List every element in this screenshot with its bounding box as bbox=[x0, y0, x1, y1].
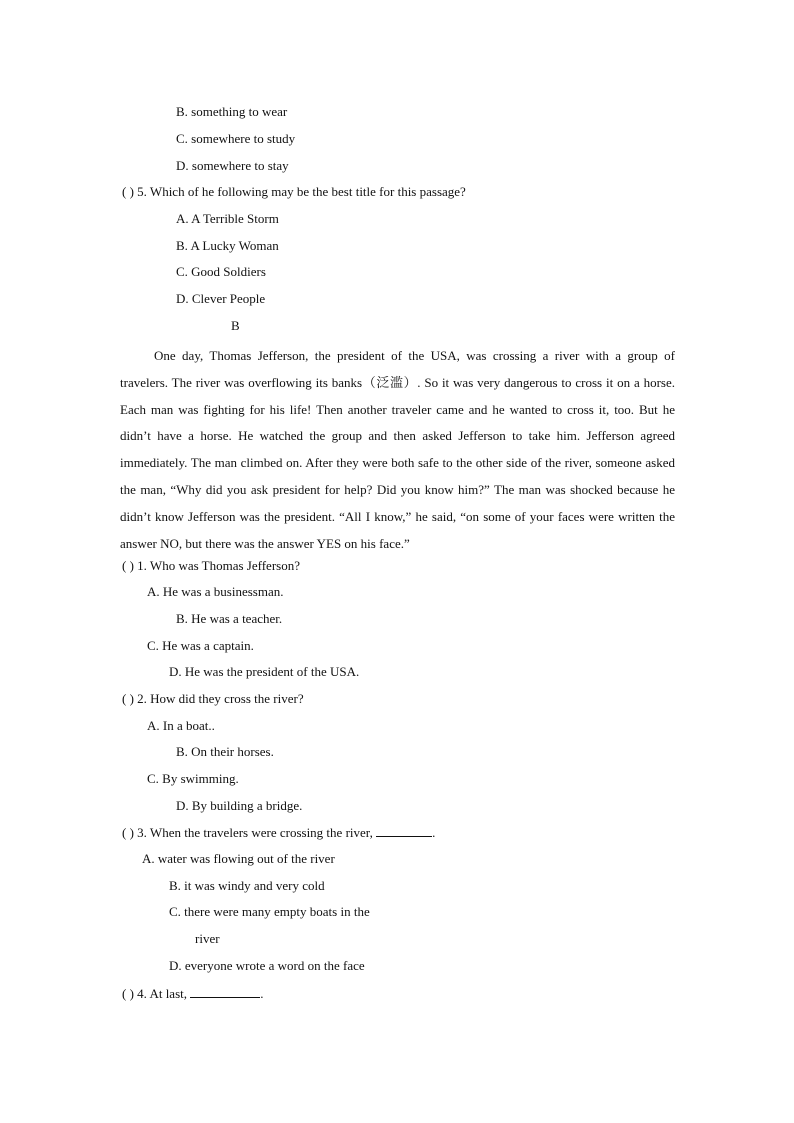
question-4-stem-end: . bbox=[260, 986, 264, 1001]
q5-option-c: C. Good Soldiers bbox=[176, 264, 266, 279]
q3-option-d: D. everyone wrote a word on the face bbox=[169, 958, 365, 973]
q3-option-a: A. water was flowing out of the river bbox=[142, 851, 335, 866]
q5-option-b: B. A Lucky Woman bbox=[176, 238, 279, 253]
question-3-stem-end: . bbox=[432, 825, 436, 840]
q3-option-c-continued: river bbox=[195, 931, 220, 946]
q1-option-d: D. He was the president of the USA. bbox=[169, 664, 360, 679]
option-b: B. something to wear bbox=[176, 104, 288, 119]
q2-option-d: D. By building a bridge. bbox=[176, 798, 303, 813]
question-1-stem: ( ) 1. Who was Thomas Jefferson? bbox=[122, 558, 300, 573]
answer-blank[interactable] bbox=[376, 824, 432, 837]
q3-option-c: C. there were many empty boats in the bbox=[169, 904, 370, 919]
question-4-line bbox=[122, 985, 264, 1002]
option-d: D. somewhere to stay bbox=[176, 158, 289, 173]
question-4-stem: ( ) 4. At last, bbox=[122, 986, 187, 1001]
option-c: C. somewhere to study bbox=[176, 131, 296, 146]
question-5-stem: ( ) 5. Which of he following may be the best title for this passage? bbox=[122, 184, 466, 199]
question-3-line bbox=[122, 824, 435, 841]
answer-blank[interactable] bbox=[190, 985, 260, 998]
section-label: B bbox=[231, 318, 240, 333]
q2-option-c: C. By swimming. bbox=[147, 771, 239, 786]
question-2-stem: ( ) 2. How did they cross the river? bbox=[122, 691, 304, 706]
q1-option-c: C. He was a captain. bbox=[147, 638, 254, 653]
q5-option-d: D. Clever People bbox=[176, 291, 266, 306]
q5-option-a: A. A Terrible Storm bbox=[176, 211, 279, 226]
q1-option-b: B. He was a teacher. bbox=[176, 611, 283, 626]
q1-option-a: A. He was a businessman. bbox=[147, 584, 284, 599]
question-3-stem: ( ) 3. When the travelers were crossing the river, bbox=[122, 825, 373, 840]
q3-option-b: B. it was windy and very cold bbox=[169, 878, 325, 893]
reading-passage: One day, Thomas Jefferson, the president of the USA, was crossing a river with a group of travelers. The river was overflowing its banks（泛滥）. So it was very dangerous to cross it on a horse. Each man was fighting for his life! Then another traveler came and he wanted to cross it, too. But he didn’t have a horse. He watched the group and then asked Jefferson to take him. Jefferson agreed immediately. The man climbed on. After they were both safe to the other side of the river, someone asked the man, “Why did you ask president for help? Did you know him?” The man was shocked because he didn’t know Jefferson was the president. “All I know,” he said, “on some of your faces were written the answer NO, but there was the answer YES on his face.” bbox=[120, 348, 675, 551]
q2-option-b: B. On their horses. bbox=[176, 744, 274, 759]
q2-option-a: A. In a boat.. bbox=[147, 718, 215, 733]
